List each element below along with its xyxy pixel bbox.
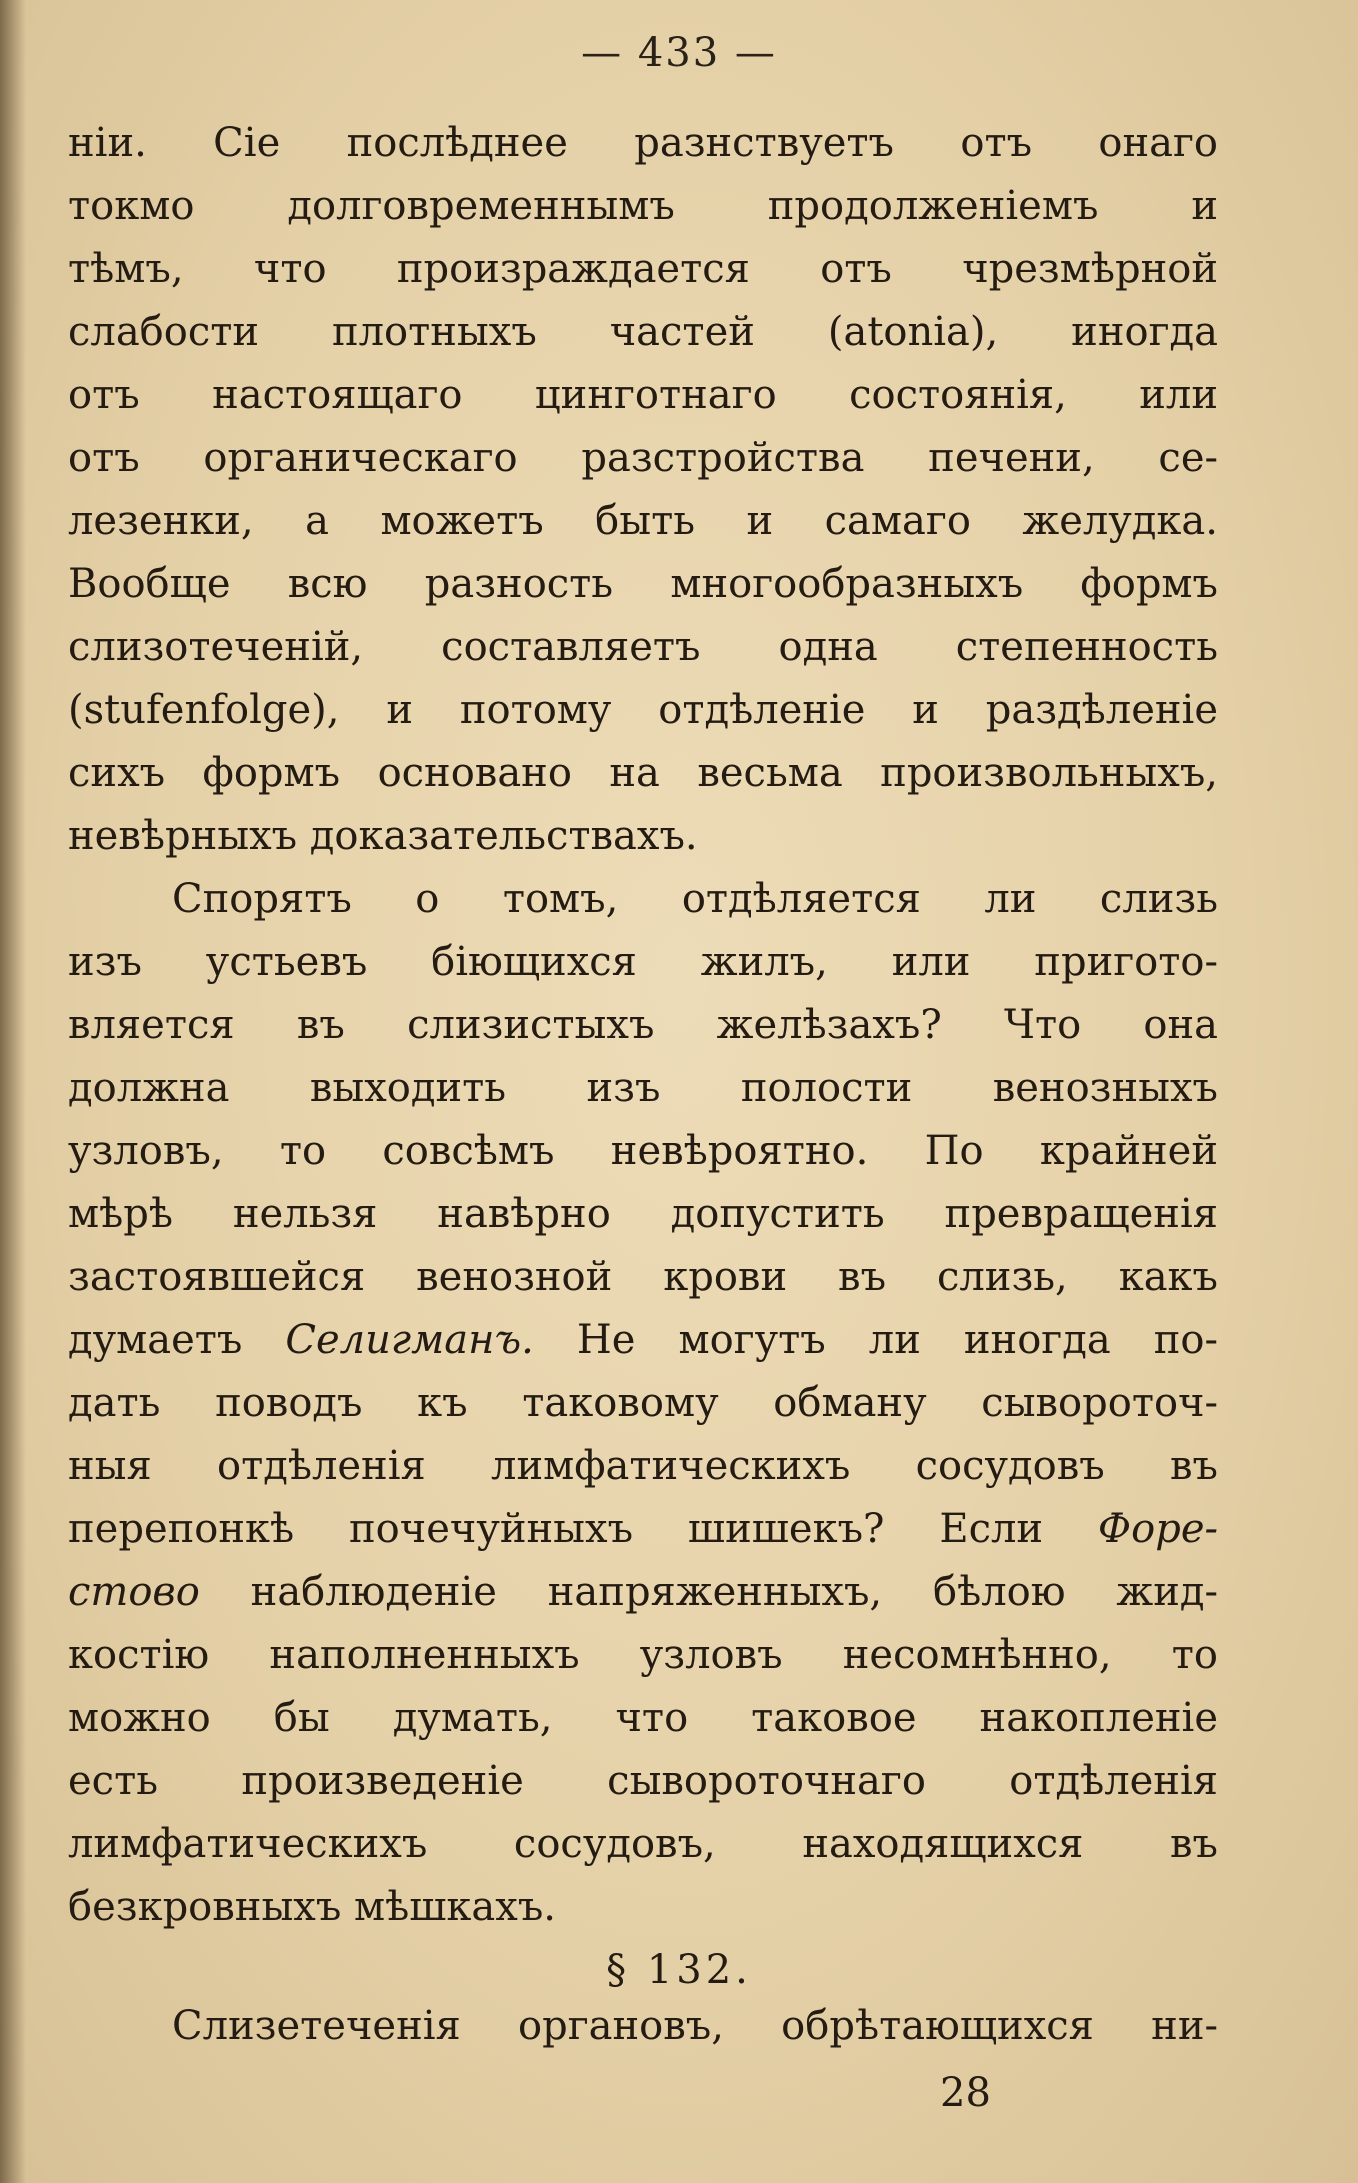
- author-name-seligmann: Селигманъ.: [285, 1317, 534, 1363]
- text-line: безкровныхъ мѣшкахъ.: [68, 1884, 556, 1930]
- text-line: вляется въ слизистыхъ желѣзахъ? Что она: [68, 1002, 1218, 1048]
- text-line: Слизетеченія органовъ, обрѣтающихся ни-: [172, 2003, 1218, 2049]
- printer-signature-mark: 28: [940, 2070, 991, 2116]
- text-line: Вообще всю разность многообразныхъ формъ: [68, 561, 1218, 607]
- text-line: изъ устьевъ біющихся жилъ, или пригото-: [68, 939, 1218, 985]
- text-line: должна выходить изъ полости венозныхъ: [68, 1065, 1218, 1111]
- text-line: мѣрѣ нельзя навѣрно допустить превращенія: [68, 1191, 1218, 1237]
- text-line: Спорятъ о томъ, отдѣляется ли слизь: [172, 876, 1218, 922]
- text-segment: наблюденіе напряженныхъ, бѣлою жид-: [199, 1569, 1218, 1615]
- text-line: лезенки, а можетъ быть и самаго желудка.: [68, 498, 1218, 544]
- text-line: узловъ, то совсѣмъ невѣроятно. По крайней: [68, 1128, 1218, 1174]
- section-heading: § 132.: [606, 1947, 752, 1993]
- text-line: [68, 1561, 1218, 1624]
- text-line: (stufenfolge), и потому отдѣленіе и раздѣленіе: [68, 687, 1218, 733]
- text-line: ніи. Сіе послѣднее разнствуетъ отъ онаго: [68, 120, 1218, 166]
- text-line: токмо долговременнымъ продолженіемъ и: [68, 183, 1218, 229]
- text-line: [68, 1498, 1218, 1561]
- text-line: отъ настоящаго цинготнаго состоянія, или: [68, 372, 1218, 418]
- text-line: отъ органическаго разстройства печени, се-: [68, 435, 1218, 481]
- text-line: можно бы думать, что таковое накопленіе: [68, 1695, 1218, 1741]
- text-line: тѣмъ, что произраждается отъ чрезмѣрной: [68, 246, 1218, 292]
- author-name-forestus-cont: стово: [68, 1569, 200, 1615]
- text-line: ныя отдѣленія лимфатическихъ сосудовъ въ: [68, 1443, 1218, 1489]
- text-line: сихъ формъ основано на весьма произвольныхъ,: [68, 750, 1218, 796]
- text-line: застоявшейся венозной крови въ слизь, какъ: [68, 1254, 1218, 1300]
- author-name-forestus: Форе-: [1097, 1506, 1218, 1552]
- text-segment: перепонкѣ почечуйныхъ шишекъ? Если: [68, 1506, 1098, 1552]
- text-line: костію наполненныхъ узловъ несомнѣнно, то: [68, 1632, 1218, 1678]
- text-segment: думаетъ: [68, 1317, 286, 1363]
- text-line: [68, 1309, 1218, 1372]
- text-line: есть произведеніе сывороточнаго отдѣленія: [68, 1758, 1218, 1804]
- text-line: дать поводъ къ таковому обману сывороточ-: [68, 1380, 1218, 1426]
- text-line: слизотеченій, составляетъ одна степенность: [68, 624, 1218, 670]
- text-line: невѣрныхъ доказательствахъ.: [68, 813, 698, 859]
- paragraph-1: [68, 112, 1218, 868]
- page-number-header: — 433 —: [581, 30, 777, 76]
- binding-shadow: [0, 0, 26, 2183]
- text-line: слабости плотныхъ частей (atonia), иногда: [68, 309, 1218, 355]
- paragraph-3: [68, 1995, 1218, 2058]
- text-line: лимфатическихъ сосудовъ, находящихся въ: [68, 1821, 1218, 1867]
- paragraph-2: [68, 868, 1218, 1939]
- text-segment: Не могутъ ли иногда по-: [533, 1317, 1218, 1363]
